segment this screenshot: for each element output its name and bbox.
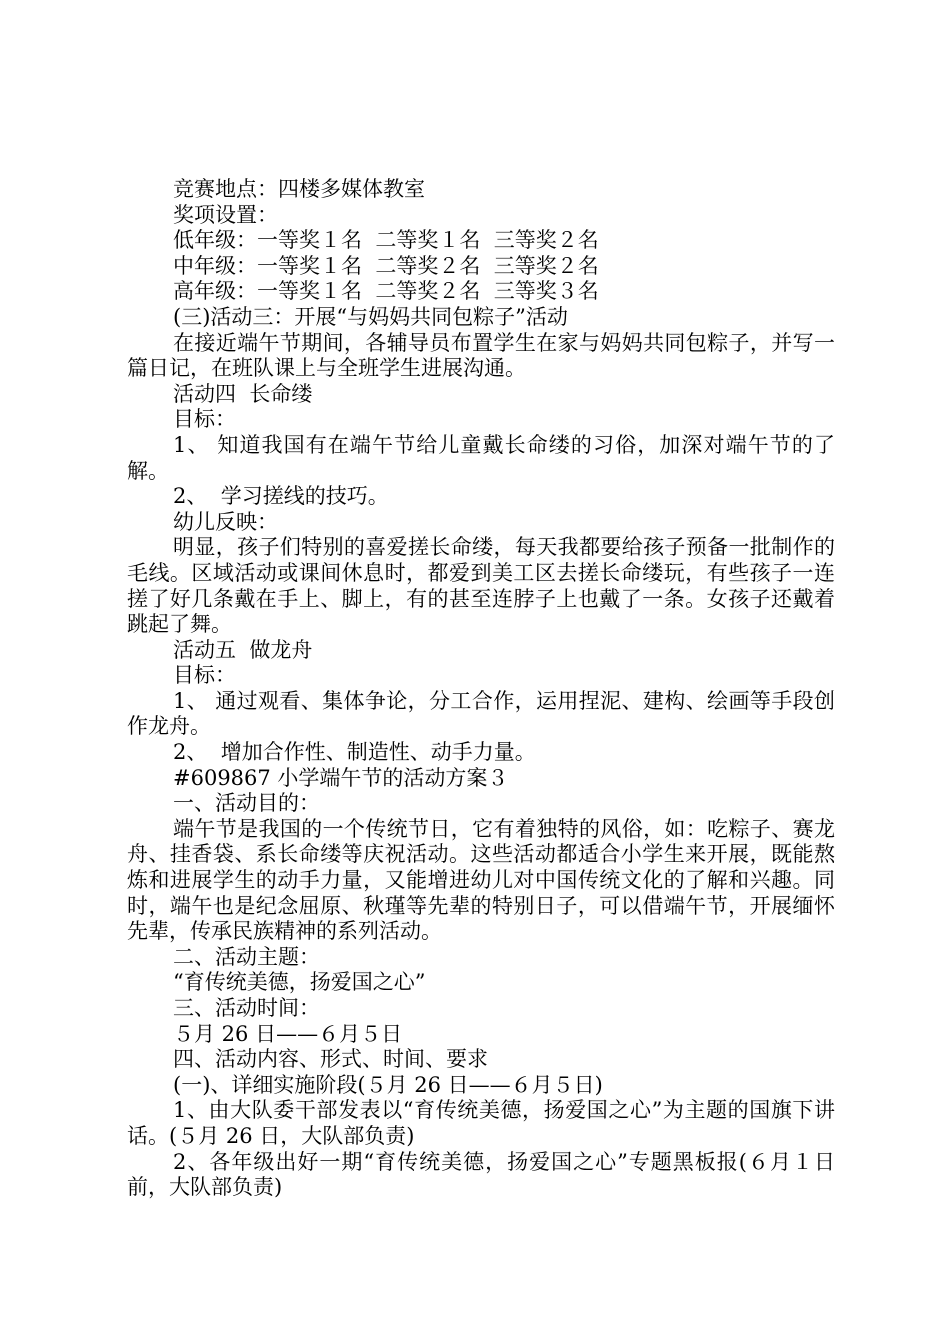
text-line: 目标： [173,663,236,688]
paragraph: 明显，孩子们特别的喜爱搓长命缕，每天我都要给孩子预备一批制作的毛线。区域活动或课间休息时，都爱到美工区去搓长命缕玩，有些孩子一连搓了好几条戴在手上、脚上，有的甚至连脖子上也戴了一条。女孩子还戴着跳起了舞。 [127,535,835,637]
section-heading: 三、活动时间： [173,996,320,1020]
text-line: 幼儿反映： [173,509,278,534]
list-item: 1、 知道我国有在端午节给儿童戴长命缕的习俗，加深对端午节的了解。 [127,432,835,483]
text-line: 中年级：一等奖１名 二等奖２名 三等奖２名 [173,253,599,278]
list-item: 1、 通过观看、集体争论，分工合作，运用捏泥、建构、绘画等手段创作龙舟。 [127,688,835,739]
section-heading: (三)活动三：开展“与妈妈共同包粽子”活动 [173,304,568,329]
list-item: 2、 学习搓线的技巧。 [173,484,389,509]
text-line: 奖项设置： [173,202,278,227]
text-line: ５月 26 日——６月５日 [173,1021,403,1046]
section-heading: 四、活动内容、形式、时间、要求 [173,1047,488,1072]
section-heading: 二、活动主题： [173,944,320,969]
paragraph: 端午节是我国的一个传统节日，它有着独特的风俗，如：吃粽子、赛龙舟、挂香袋、系长命缕等庆祝活动。这些活动都适合小学生来开展，既能熬炼和进展学生的动手力量，又能增进幼儿对中国传统文化的了解和兴趣。同时，端午也是纪念屈原、秋瑾等先辈的特别日子，可以借端午节，开展缅怀先辈，传承民族精神的系列活动。 [127,816,835,944]
list-item: 2、 增加合作性、制造性、动手力量。 [173,740,536,765]
text-line: “育传统美德，扬爱国之心” [173,970,426,995]
text-line: 高年级：一等奖１名 二等奖２名 三等奖３名 [173,279,599,304]
list-item: 2、各年级出好一期“育传统美德，扬爱国之心”专题黑板报(６月１日前，大队部负责) [127,1149,835,1200]
text-line: 低年级：一等奖１名 二等奖１名 三等奖２名 [173,228,599,253]
section-heading: 一、活动目的： [173,791,320,816]
section-heading: 活动五 做龙舟 [173,637,313,662]
text-line: 目标： [173,407,236,432]
document-title: #609867 小学端午节的活动方案３ [173,765,509,790]
document-body [127,177,835,1201]
section-heading: 活动四 长命缕 [173,381,313,406]
list-item: 1、由大队委干部发表以“育传统美德，扬爱国之心”为主题的国旗下讲话。(５月 26 日，大队部负责) [127,1098,835,1148]
section-heading: (一)、详细实施阶段(５月 26 日——６月５日) [173,1072,603,1097]
paragraph: 在接近端午节期间，各辅导员布置学生在家与妈妈共同包粽子，并写一篇日记，在班队课上与全班学生进展沟通。 [127,330,835,381]
text-line: 竞赛地点：四楼多媒体教室 [173,177,425,201]
